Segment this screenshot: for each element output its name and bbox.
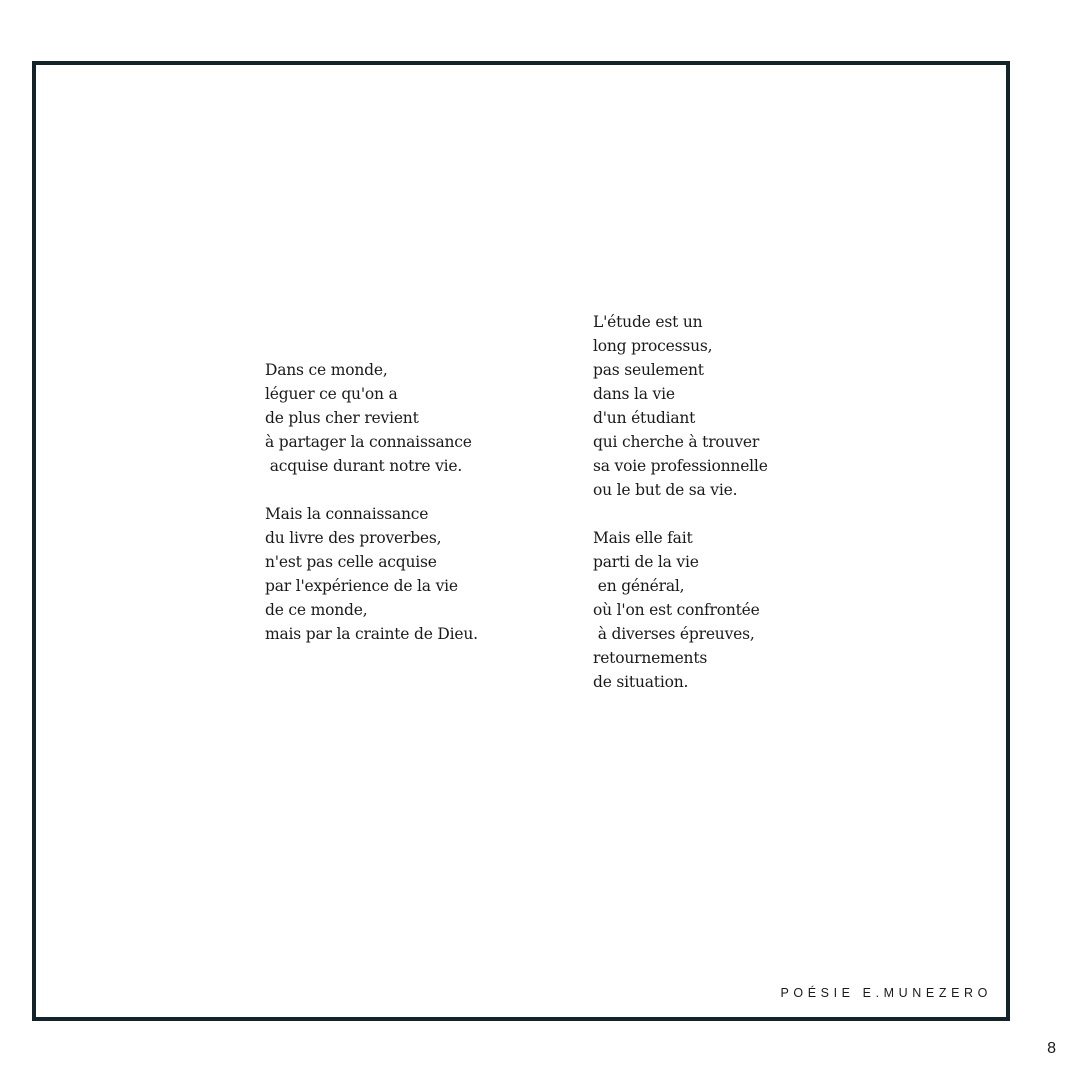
poem-line: Mais la connaissance xyxy=(265,505,429,523)
poem-line: léguer ce qu'on a xyxy=(265,385,398,403)
page-frame xyxy=(32,61,1010,1021)
poem-line: à partager la connaissance xyxy=(265,433,472,451)
poem-line: à diverses épreuves, xyxy=(593,625,755,643)
poem-line: retournements xyxy=(593,649,708,667)
poem-line: ou le but de sa vie. xyxy=(593,481,738,499)
poem-line: d'un étudiant xyxy=(593,409,696,427)
poem-line: en général, xyxy=(593,577,685,595)
stanza xyxy=(593,310,768,502)
poem-left-column xyxy=(265,358,478,646)
poem-right-column xyxy=(593,310,768,694)
poem-line: Dans ce monde, xyxy=(265,361,388,379)
poem-line: Mais elle fait xyxy=(593,529,693,547)
poem-line: parti de la vie xyxy=(593,553,699,571)
stanza xyxy=(265,502,478,646)
page-number: 8 xyxy=(1047,1040,1056,1057)
poem-line: du livre des proverbes, xyxy=(265,529,442,547)
poem-line: de situation. xyxy=(593,673,689,691)
poem-line: pas seulement xyxy=(593,361,704,379)
poem-line: sa voie professionnelle xyxy=(593,457,768,475)
stanza xyxy=(593,526,768,694)
poem-line: par l'expérience de la vie xyxy=(265,577,458,595)
poem-line: n'est pas celle acquise xyxy=(265,553,437,571)
stanza xyxy=(265,358,478,478)
author-signature: POÉSIE E.MUNEZERO xyxy=(780,986,992,1000)
poem-line: L'étude est un xyxy=(593,313,703,331)
poem-line: de plus cher revient xyxy=(265,409,419,427)
poem-line: dans la vie xyxy=(593,385,675,403)
poem-line: long processus, xyxy=(593,337,713,355)
poem-line: acquise durant notre vie. xyxy=(265,457,463,475)
poem-line: où l'on est confrontée xyxy=(593,601,760,619)
poem-line: mais par la crainte de Dieu. xyxy=(265,625,478,643)
poem-line: de ce monde, xyxy=(265,601,368,619)
poem-line: qui cherche à trouver xyxy=(593,433,760,451)
